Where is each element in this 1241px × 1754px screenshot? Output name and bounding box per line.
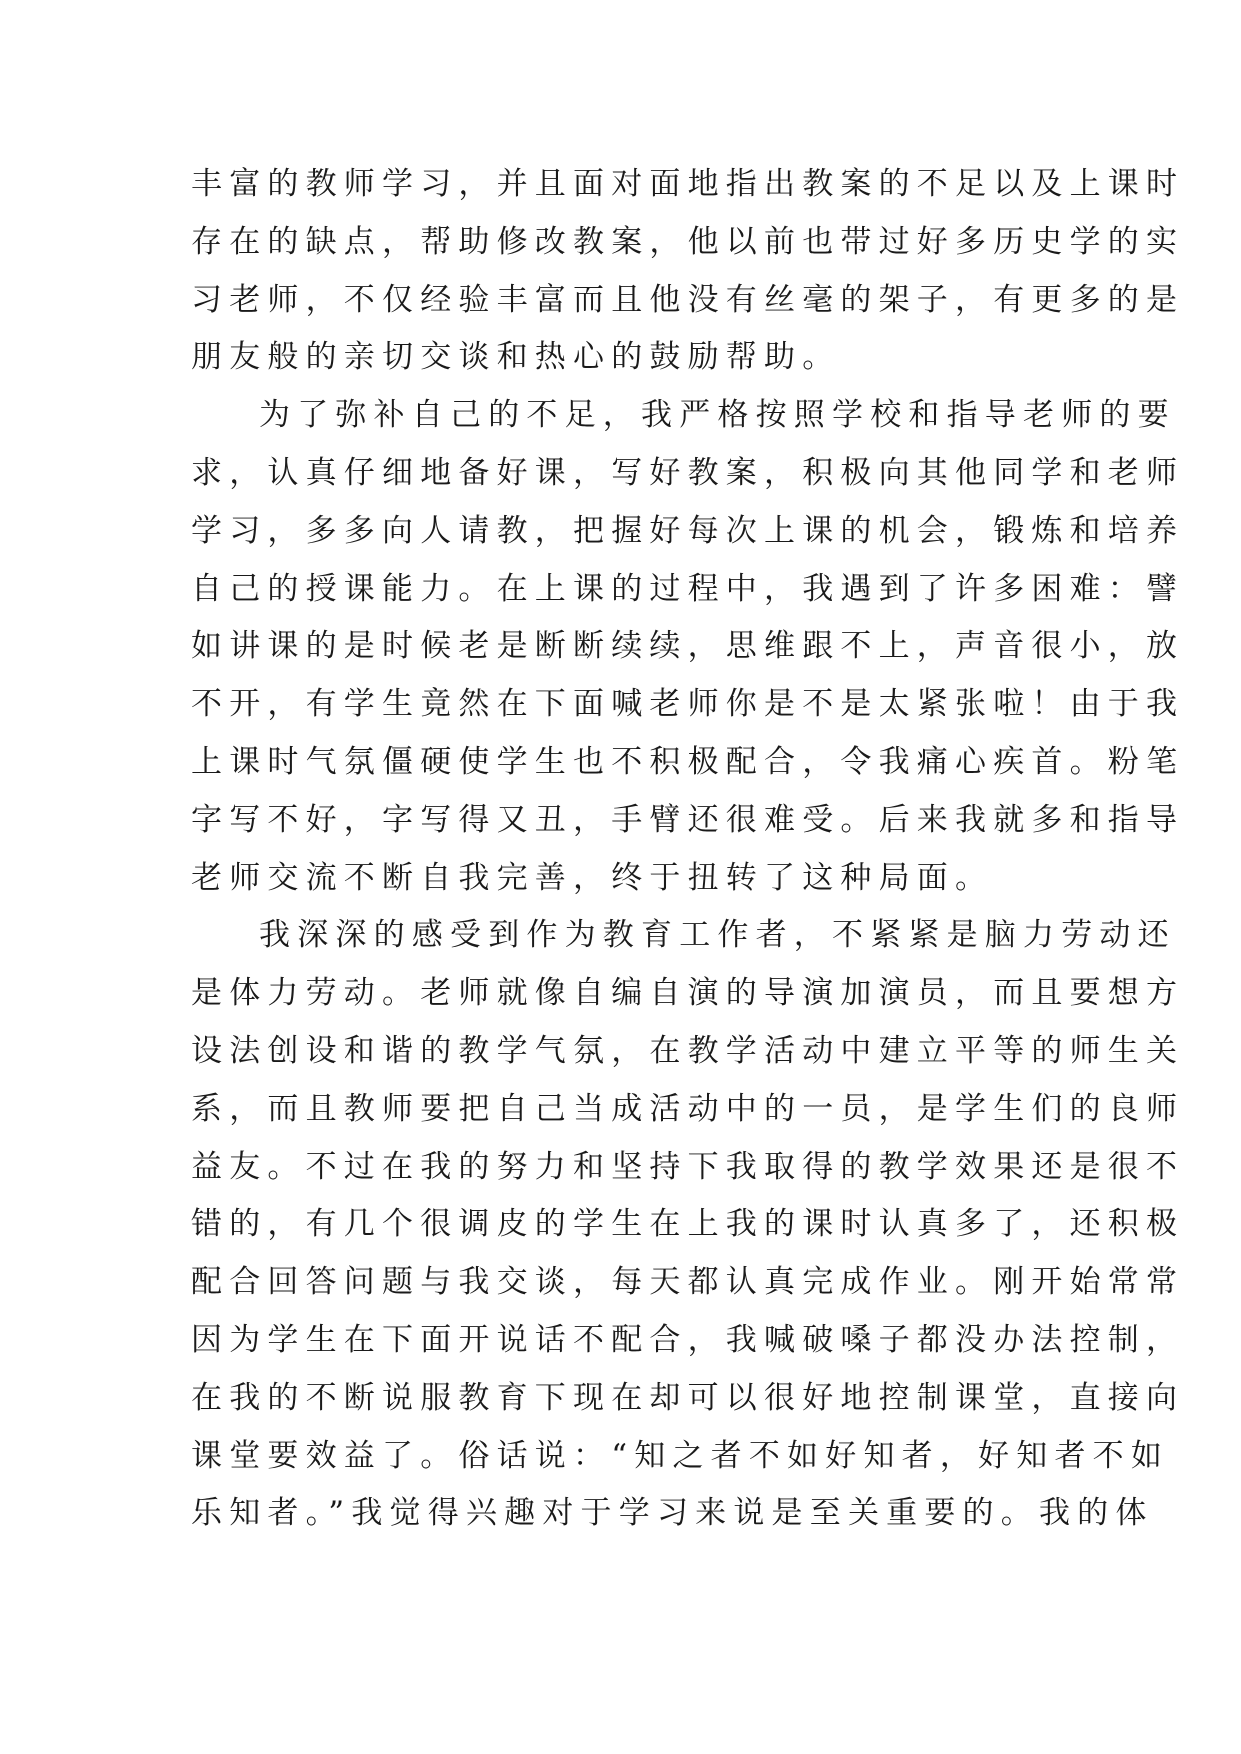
text-line: 朋友般的亲切交谈和热心的鼓励帮助。	[191, 339, 841, 376]
text-line: 因为学生在下面开说话不配合，我喊破嗓子都没办法控制，	[191, 1321, 1185, 1358]
text-line: 如讲课的是时候老是断断续续，思维跟不上，声音很小，放	[191, 628, 1185, 665]
text-line: 益友。不过在我的努力和坚持下我取得的教学效果还是很不	[191, 1148, 1185, 1185]
body-text	[191, 156, 1185, 1543]
text-line: 不开，有学生竟然在下面喊老师你是不是太紧张啦！由于我	[191, 686, 1185, 723]
text-line: 在我的不断说服教育下现在却可以很好地控制课堂，直接向	[191, 1379, 1185, 1416]
text-line: 自己的授课能力。在上课的过程中，我遇到了许多困难：譬	[191, 570, 1185, 607]
text-line: 字写不好，字写得又丑，手臂还很难受。后来我就多和指导	[191, 801, 1185, 838]
text-line: 课堂要效益了。俗话说：“知之者不如好知者，好知者不如	[191, 1437, 1170, 1474]
text-line: 错的，有几个很调皮的学生在上我的课时认真多了，还积极	[191, 1206, 1185, 1243]
text-line: 系，而且教师要把自己当成活动中的一员，是学生们的良师	[191, 1090, 1185, 1127]
text-line: 上课时气氛僵硬使学生也不积极配合，令我痛心疾首。粉笔	[191, 743, 1185, 780]
text-line: 求，认真仔细地备好课，写好教案，积极向其他同学和老师	[191, 454, 1185, 491]
text-line: 老师交流不断自我完善，终于扭转了这种局面。	[191, 859, 994, 896]
text-line: 设法创设和谐的教学气氛，在教学活动中建立平等的师生关	[191, 1032, 1185, 1069]
text-line: 习老师，不仅经验丰富而且他没有丝毫的架子，有更多的是	[191, 281, 1185, 318]
text-line: 是体力劳动。老师就像自编自演的导演加演员，而且要想方	[191, 975, 1185, 1012]
text-line: 乐知者。”我觉得兴趣对于学习来说是至关重要的。我的体	[191, 1495, 1154, 1532]
text-line: 配合回答问题与我交谈，每天都认真完成作业。刚开始常常	[191, 1264, 1185, 1301]
text-line: 学习，多多向人请教，把握好每次上课的机会，锻炼和培养	[191, 512, 1185, 549]
text-line: 存在的缺点，帮助修改教案，他以前也带过好多历史学的实	[191, 223, 1185, 260]
paragraph-first-line: 我深深的感受到作为教育工作者，不紧紧是脑力劳动还	[259, 917, 1176, 954]
paragraph-first-line: 为了弥补自己的不足，我严格按照学校和指导老师的要	[259, 397, 1176, 434]
text-line: 丰富的教师学习，并且面对面地指出教案的不足以及上课时	[191, 166, 1185, 202]
